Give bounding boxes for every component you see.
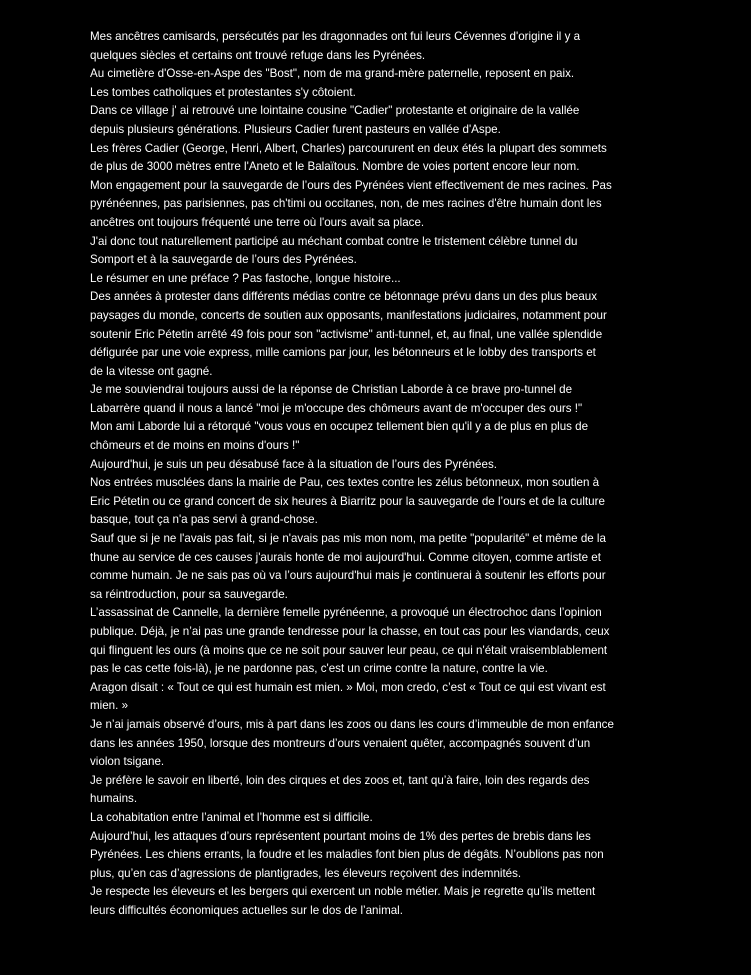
text-line: Le résumer en une préface ? Pas fastoche, longue histoire... — [90, 271, 401, 285]
text-line: thune au service de ces causes j'aurais honte de moi aujourd'hui. Comme citoyen, comme artiste et — [90, 550, 601, 564]
text-line: de plus de 3000 mètres entre l'Aneto et le Balaïtous. Nombre de voies portent encore leur nom. — [90, 160, 580, 174]
text-line: Eric Pétetin ou ce grand concert de six heures à Biarritz pour la sauvegarde de l’ours et de la culture — [90, 494, 605, 508]
text-line: de la vitesse ont gagné. — [90, 364, 213, 378]
text-line: comme humain. Je ne sais pas où va l’ours aujourd'hui mais je continuerai à soutenir les efforts pour — [90, 569, 606, 583]
text-line: Nos entrées musclées dans la mairie de Pau, ces textes contre les zélus bétonneux, mon soutien à — [90, 476, 600, 490]
text-line: Aujourd'hui, je suis un peu désabusé face à la situation de l’ours des Pyrénées. — [90, 457, 497, 471]
text-line: Mon ami Laborde lui a rétorqué "vous vous en occupez tellement bien qu'il y a de plus en plus de — [90, 420, 589, 434]
text-line: Somport et à la sauvegarde de l’ours des Pyrénées. — [90, 253, 357, 267]
text-line: Je me souviendrai toujours aussi de la réponse de Christian Laborde à ce brave pro-tunnel de — [90, 383, 573, 397]
text-line: dans les années 1950, lorsque des montreurs d’ours venaient quêter, accompagnés souvent d’un — [90, 736, 591, 750]
text-line: Dans ce village j' ai retrouvé une lointaine cousine "Cadier" protestante et originaire de la vallée — [90, 104, 580, 118]
text-line: mien. » — [90, 699, 129, 713]
text-line: sa réintroduction, pour sa sauvegarde. — [90, 587, 288, 601]
text-line: chômeurs et de moins en moins d'ours !" — [90, 439, 300, 453]
text-line: quelques siècles et certains ont trouvé refuge dans les Pyrénées. — [90, 48, 426, 62]
text-line: depuis plusieurs générations. Plusieurs Cadier furent pasteurs en vallée d'Aspe. — [90, 122, 501, 136]
text-line: Des années à protester dans différents médias contre ce bétonnage prévu dans un des plus beaux — [90, 290, 598, 304]
text-line: pas le cas cette fois-là), je ne pardonne pas, c'est un crime contre la nature, contre la vie. — [90, 662, 548, 676]
text-line: Mon engagement pour la sauvegarde de l’ours des Pyrénées vient effectivement de mes racines. Pas — [90, 178, 612, 192]
text-line: défigurée par une voie express, mille camions par jour, les bétonneurs et le lobby des transports et — [90, 346, 596, 360]
body-text — [90, 28, 720, 921]
text-line: Je respecte les éleveurs et les bergers qui exercent un noble métier. Mais je regrette qu’ils mettent — [90, 885, 596, 899]
text-line: Je n’ai jamais observé d’ours, mis à part dans les zoos ou dans les cours d’immeuble de mon enfance — [90, 717, 614, 731]
text-line: violon tsigane. — [90, 755, 165, 769]
text-line: J'ai donc tout naturellement participé au méchant combat contre le tristement célèbre tunnel du — [90, 234, 578, 248]
text-line: Les tombes catholiques et protestantes s'y côtoient. — [90, 85, 356, 99]
text-line: Pyrénées. Les chiens errants, la foudre et les maladies font bien plus de dégâts. N’oublions pas non — [90, 848, 604, 862]
text-line: Aragon disait : « Tout ce qui est humain est mien. » Moi, mon credo, c’est « Tout ce qui est vivant est — [90, 680, 606, 694]
text-line: Au cimetière d'Osse-en-Aspe des "Bost", nom de ma grand-mère paternelle, reposent en paix. — [90, 67, 575, 81]
text-line: Labarrère quand il nous a lancé "moi je m'occupe des chômeurs avant de m'occuper des ours !" — [90, 401, 583, 415]
text-line: Aujourd’hui, les attaques d’ours représentent pourtant moins de 1% des pertes de brebis dans les — [90, 829, 591, 843]
text-line: humains. — [90, 792, 138, 806]
text-line: basque, tout ça n'a pas servi à grand-chose. — [90, 513, 318, 527]
text-line: Les frères Cadier (George, Henri, Albert, Charles) parcoururent en deux étés la plupart des sommets — [90, 141, 607, 155]
text-line: ancêtres ont toujours fréquenté une terre où l'ours avait sa place. — [90, 215, 425, 229]
text-line: leurs difficultés économiques actuelles sur le dos de l’animal. — [90, 903, 403, 917]
text-line: paysages du monde, concerts de soutien aux opposants, manifestations judiciaires, notamment pour — [90, 308, 607, 322]
text-line: Mes ancêtres camisards, persécutés par les dragonnades ont fui leurs Cévennes d'origine il y a — [90, 30, 581, 43]
text-line: publique. Déjà, je n’ai pas une grande tendresse pour la chasse, en tout cas pour les viandards, ceux — [90, 625, 610, 638]
text-line: qui flinguent les ours (à moins que ce ne soit pour sauver leur peau, ce qui n'était vraisemblablement — [90, 643, 608, 657]
text-line: Je préfère le savoir en liberté, loin des cirques et des zoos et, tant qu’à faire, loin des regards des — [90, 773, 590, 787]
text-line: pyrénéennes, pas parisiennes, pas ch'timi ou occitanes, non, de mes racines d'être humain dont les — [90, 197, 602, 211]
text-line: L’assassinat de Cannelle, la dernière femelle pyrénéenne, a provoqué un électrochoc dans l’opinion — [90, 606, 602, 620]
text-line: La cohabitation entre l’animal et l’homme est si difficile. — [90, 810, 373, 824]
text-line: Sauf que si je ne l'avais pas fait, si je n'avais pas mis mon nom, ma petite "popularité" et même de la — [90, 532, 606, 546]
text-line: plus, qu’en cas d’agressions de plantigrades, les éleveurs reçoivent des indemnités. — [90, 866, 522, 880]
text-line: soutenir Eric Pétetin arrêté 49 fois pour son "activisme" anti-tunnel, et, au final, une vallée splendide — [90, 327, 603, 341]
